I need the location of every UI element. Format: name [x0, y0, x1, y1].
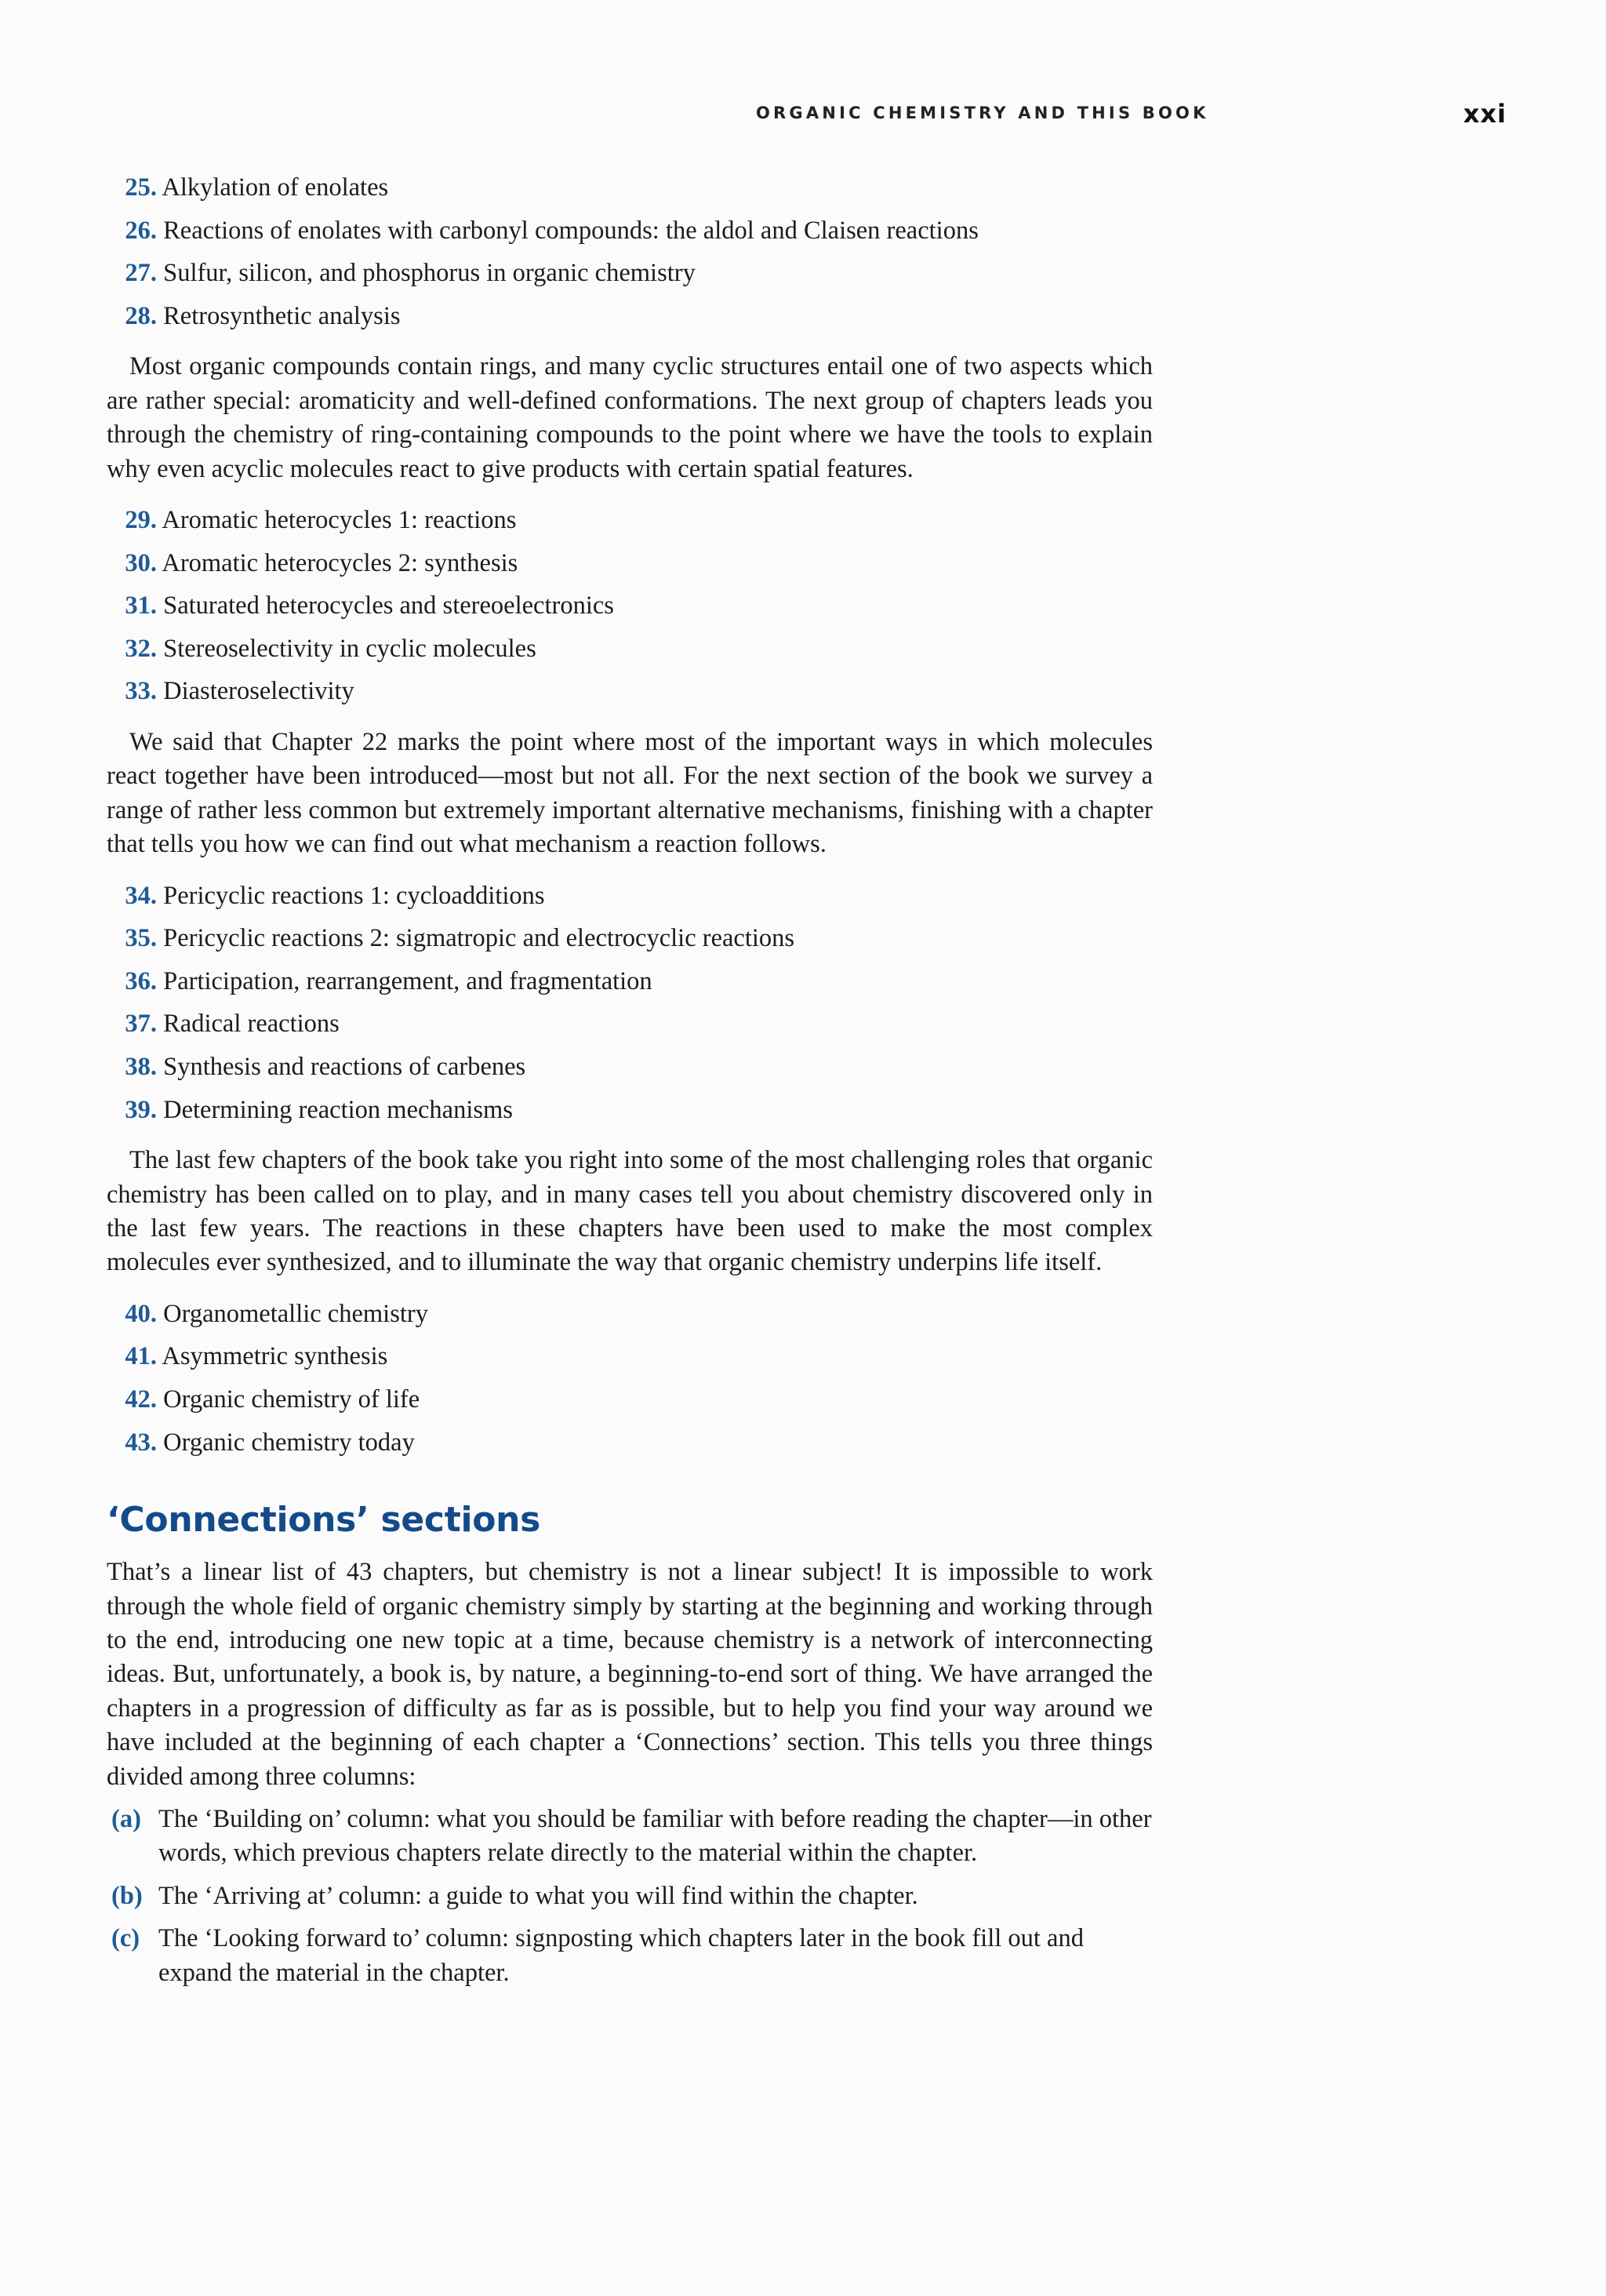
list-item — [107, 1421, 1153, 1465]
chapter-title: Organometallic chemistry — [163, 1299, 428, 1328]
page-number: xxi — [1463, 99, 1507, 129]
chapter-title: Aromatic heterocycles 1: reactions — [162, 506, 517, 534]
chapter-number: 32. — [125, 634, 157, 663]
body-paragraph: We said that Chapter 22 marks the point where most of the important ways in which molecules react together have been introduced—most but not all. For the next section of the book we survey a range of rather less common but extremely important alternative mechanisms, finishing with a chapter that tells you how we can find out what mechanism a reaction follows. — [107, 727, 1153, 859]
list-item — [107, 1002, 1153, 1046]
section-paragraph: That’s a linear list of 43 chapters, but chemistry is not a linear subject! It is impossible to work through the whole field of organic chemistry simply by starting at the beginning and working through to the end, introducing one new topic at a time, because chemistry is a network of interconnecting ideas. But, unfortunately, a book is, by nature, a beginning-to-end sort of thing. We have arranged the chapters in a progression of difficulty as far as is possible, but to help you find your way around we have included at the beginning of each chapter a ‘Connections’ section. This tells you three things divided among three columns: — [107, 1558, 1153, 1791]
chapter-title: Retrosynthetic analysis — [163, 301, 401, 330]
list-item — [107, 1879, 1153, 1913]
list-item — [107, 1803, 1153, 1871]
chapter-title: Asymmetric synthesis — [162, 1342, 388, 1371]
chapter-title: Determining reaction mechanisms — [163, 1095, 513, 1124]
running-head: ORGANIC CHEMISTRY AND THIS BOOK — [756, 104, 1209, 122]
chapter-title: Diasteroselectivity — [163, 677, 354, 706]
chapter-number: 29. — [125, 506, 157, 534]
chapter-number: 28. — [125, 301, 157, 330]
list-item — [107, 960, 1153, 1003]
list-item — [107, 1089, 1153, 1132]
chapter-title: Participation, rearrangement, and fragmentation — [163, 966, 652, 995]
chapter-number: 35. — [125, 924, 157, 953]
list-item — [107, 1046, 1153, 1089]
chapter-title: Pericyclic reactions 1: cycloadditions — [163, 881, 545, 910]
list-item — [107, 209, 1153, 253]
list-item — [107, 1922, 1153, 1990]
connections-list — [107, 1803, 1153, 1990]
list-item — [107, 584, 1153, 628]
chapter-number: 34. — [125, 881, 157, 910]
list-item — [107, 499, 1153, 542]
item-text: The ‘Arriving at’ column: a guide to what you will find within the chapter. — [158, 1881, 918, 1910]
chapter-list-4 — [107, 1293, 1153, 1464]
item-label: (c) — [111, 1924, 140, 1953]
list-item — [107, 1293, 1153, 1336]
list-item — [107, 1378, 1153, 1421]
chapter-title: Reactions of enolates with carbonyl compounds: the aldol and Claisen reactions — [163, 216, 979, 245]
chapter-title: Saturated heterocycles and stereoelectronics — [163, 591, 614, 620]
chapter-number: 39. — [125, 1095, 157, 1124]
page-body — [107, 166, 1153, 1990]
chapter-number: 30. — [125, 548, 157, 577]
chapter-title: Radical reactions — [163, 1010, 340, 1039]
chapter-title: Aromatic heterocycles 2: synthesis — [162, 548, 518, 577]
item-text: The ‘Looking forward to’ column: signposting which chapters later in the book fill out and expand the material in the chapter. — [158, 1924, 1084, 1987]
list-item — [107, 670, 1153, 713]
list-item — [107, 875, 1153, 918]
chapter-number: 43. — [125, 1428, 157, 1457]
list-item — [107, 166, 1153, 209]
chapter-number: 25. — [125, 173, 157, 202]
chapter-list-3 — [107, 875, 1153, 1132]
chapter-title: Organic chemistry today — [163, 1428, 415, 1457]
list-item — [107, 628, 1153, 671]
item-label: (b) — [111, 1881, 143, 1910]
chapter-title: Alkylation of enolates — [162, 173, 389, 202]
chapter-number: 27. — [125, 259, 157, 288]
chapter-number: 37. — [125, 1010, 157, 1039]
item-label: (a) — [111, 1805, 141, 1833]
chapter-number: 31. — [125, 591, 157, 620]
list-item — [107, 295, 1153, 338]
chapter-number: 41. — [125, 1342, 157, 1371]
body-paragraph: The last few chapters of the book take you right into some of the most challenging roles that organic chemistry has been called on to play, and in many cases tell you about chemistry discovered only in the last few years. The reactions in these chapters have been used to make the most complex molecules ever synthesized, and to illuminate the way that organic chemistry underpins life itself. — [107, 1146, 1153, 1277]
chapter-title: Sulfur, silicon, and phosphorus in organic chemistry — [163, 259, 696, 288]
chapter-title: Stereoselectivity in cyclic molecules — [163, 634, 536, 663]
chapter-number: 36. — [125, 966, 157, 995]
section-heading: ‘Connections’ sections — [107, 1500, 541, 1541]
item-text: The ‘Building on’ column: what you should be familiar with before reading the chapter—in other words, which previous chapters relate directly to the material within the chapter. — [158, 1805, 1152, 1868]
chapter-number: 40. — [125, 1299, 157, 1328]
chapter-number: 26. — [125, 216, 157, 245]
chapter-title: Pericyclic reactions 2: sigmatropic and electrocyclic reactions — [163, 924, 795, 953]
chapter-number: 33. — [125, 677, 157, 706]
chapter-list-1 — [107, 166, 1153, 337]
list-item — [107, 542, 1153, 585]
list-item — [107, 917, 1153, 960]
chapter-title: Synthesis and reactions of carbenes — [163, 1052, 526, 1081]
chapter-number: 42. — [125, 1385, 157, 1414]
list-item — [107, 252, 1153, 295]
list-item — [107, 1335, 1153, 1378]
chapter-number: 38. — [125, 1052, 157, 1081]
chapter-list-2 — [107, 499, 1153, 713]
chapter-title: Organic chemistry of life — [163, 1385, 420, 1414]
body-paragraph: Most organic compounds contain rings, and many cyclic structures entail one of two aspects which are rather special: aromaticity and well-defined conformations. The next group of chapters leads you through the chemistry of ring-containing compounds to the point where we have the tools to explain why even acyclic molecules react to give products with certain spatial features. — [107, 352, 1153, 483]
